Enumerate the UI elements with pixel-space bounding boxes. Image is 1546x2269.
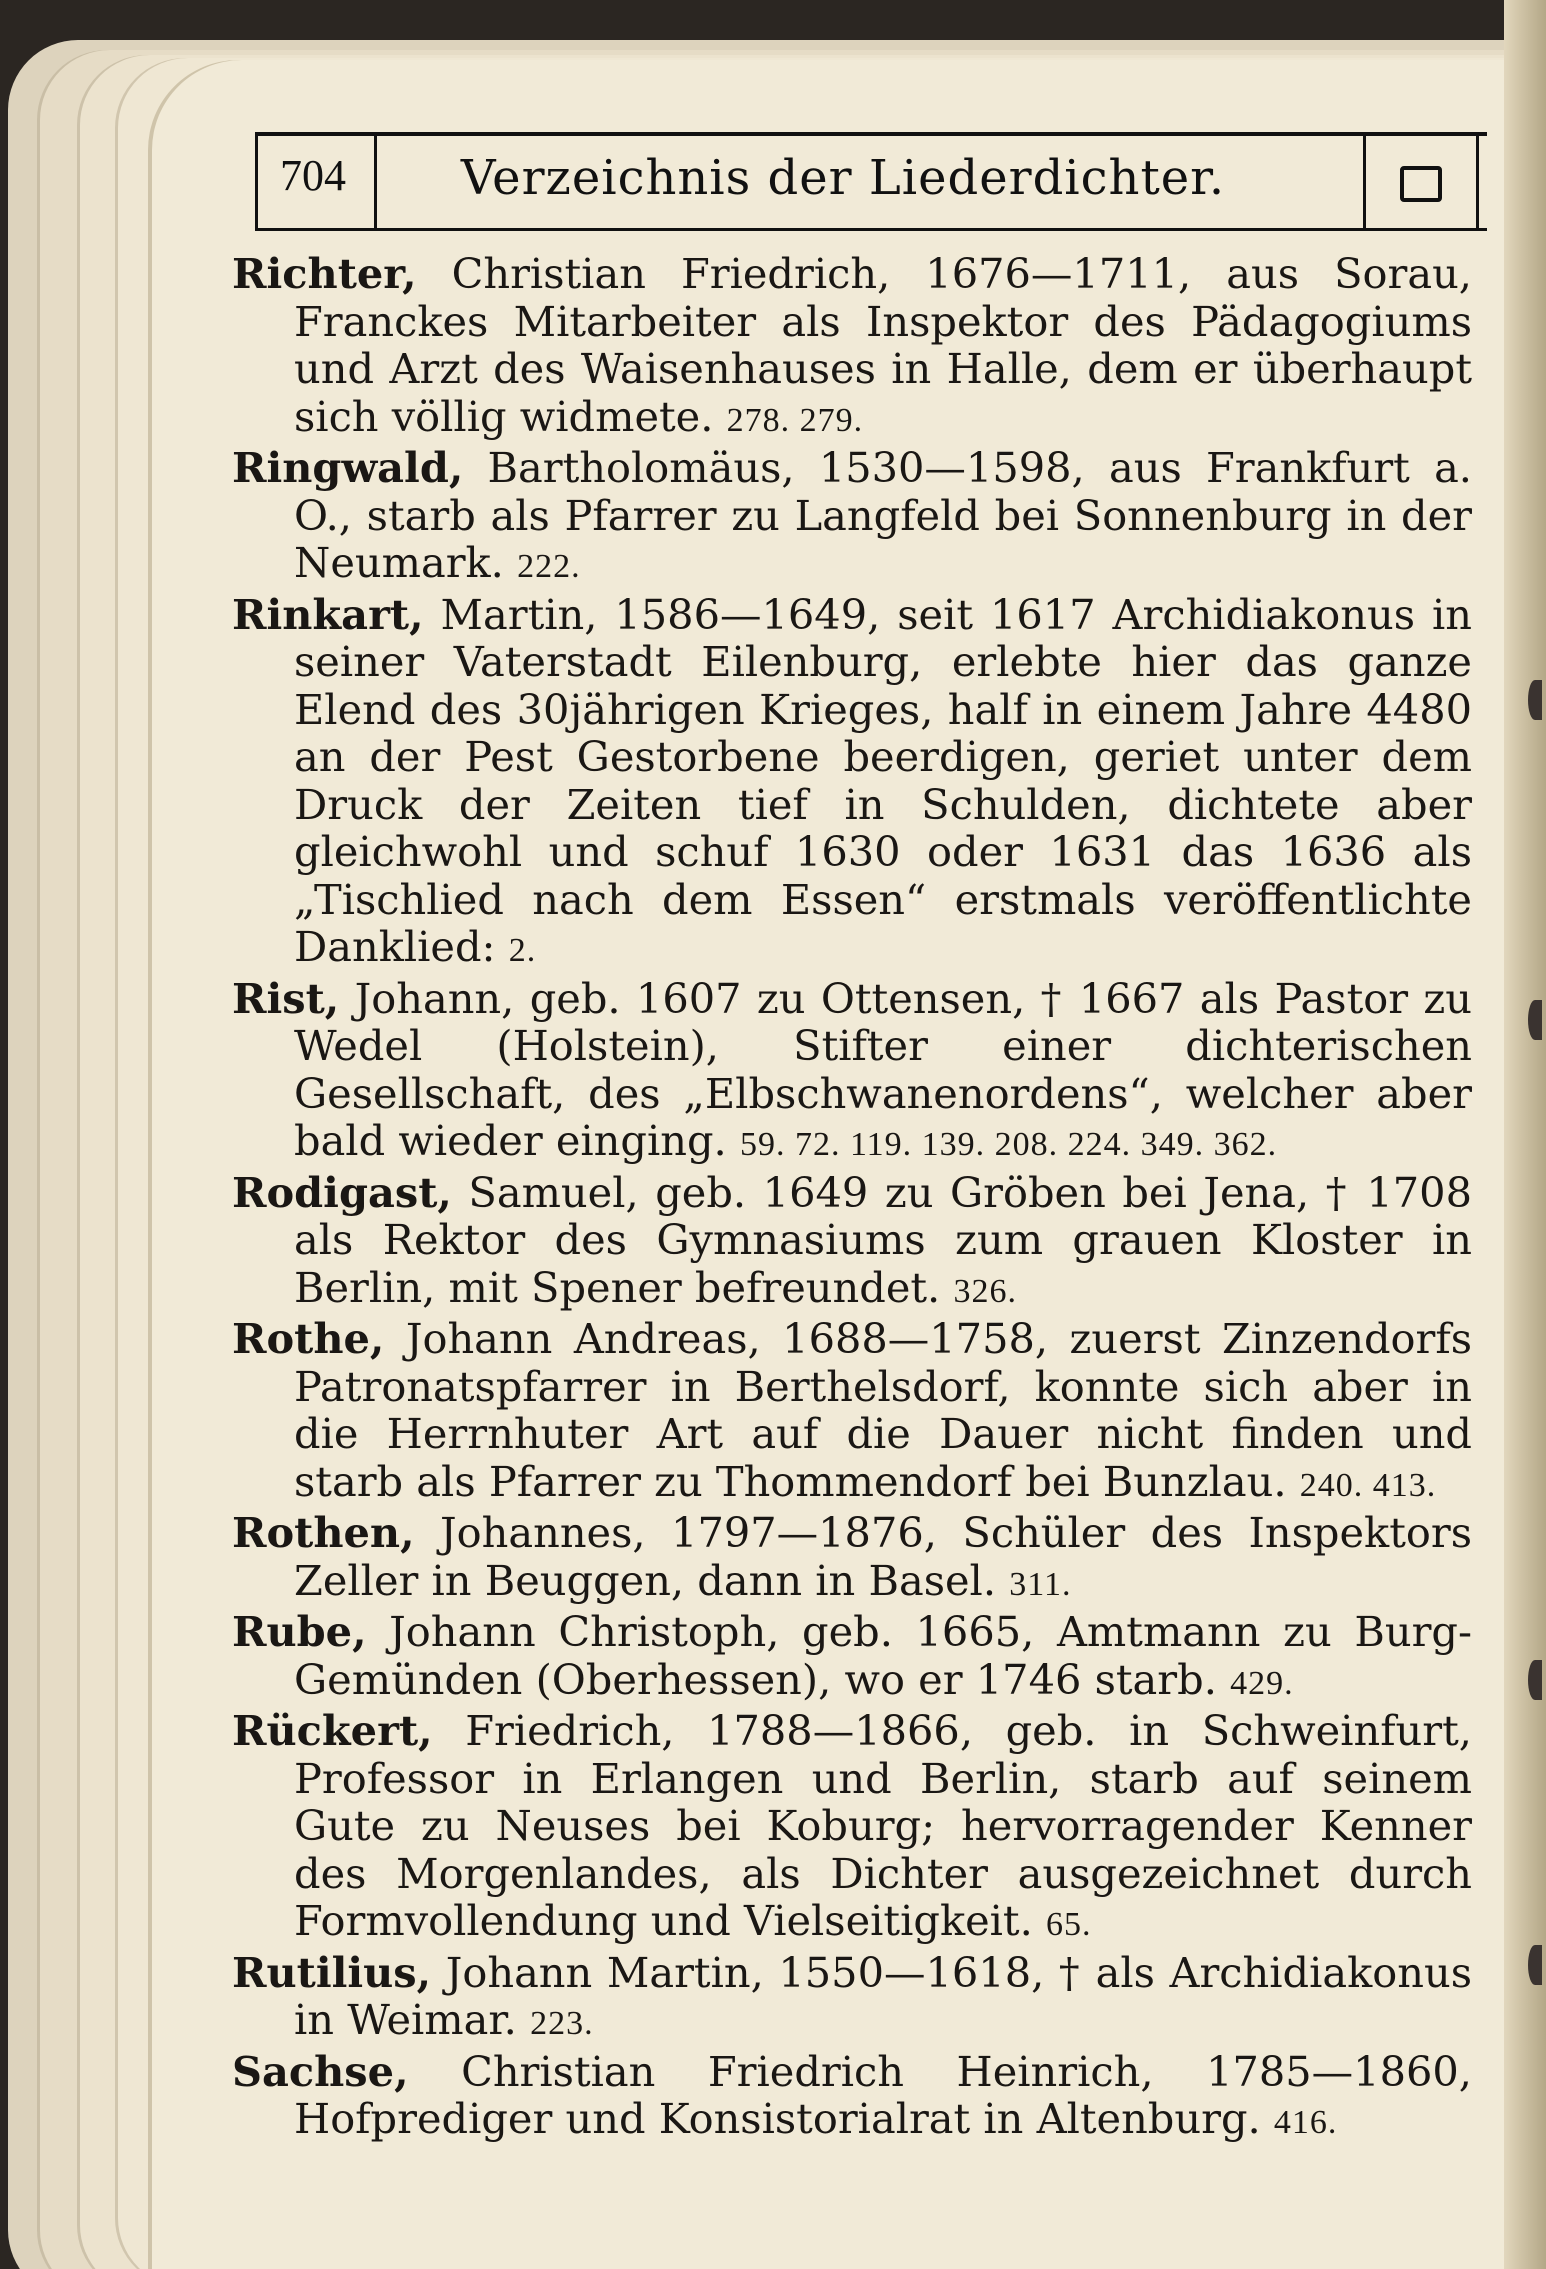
index-entry xyxy=(232,591,1472,975)
hymn-references: 416. xyxy=(1273,2104,1338,2141)
poet-biography: Bartholomäus, 1530—1598, aus Frankfurt a. O., starb als Pfarrer zu Langfeld bei Sonnenburg in der Neumark. xyxy=(294,443,1472,587)
poet-name: Ringwald, xyxy=(232,443,464,492)
poet-name: Rückert, xyxy=(232,1706,433,1755)
index-entry xyxy=(232,1509,1472,1608)
index-entry xyxy=(232,1949,1472,2048)
poet-biography: Johann Andreas, 1688—1758, zuerst Zinzendorfs Patronatspfarrer in Berthelsdorf, konnte sich aber in die Herrnhuter Art auf die Dauer nicht finden und starb als Pfarrer zu Thommendorf bei Bunzlau. xyxy=(294,1314,1472,1506)
hymn-references: 65. xyxy=(1046,1906,1092,1943)
index-entry xyxy=(232,2048,1472,2147)
poet-name: Sachse, xyxy=(232,2046,409,2096)
poet-biography: Johann Christoph, geb. 1665, Amtmann zu Burg-Gemünden (Oberhessen), wo er 1746 starb. xyxy=(294,1607,1472,1704)
poet-name: Rutilius, xyxy=(232,1947,432,1997)
hymn-references: 326. xyxy=(953,1272,1017,1310)
page-number: 704 xyxy=(280,151,346,200)
thumb-tab xyxy=(1528,1000,1542,1040)
hymn-references: 429. xyxy=(1230,1664,1294,1702)
hymn-references: 278. 279. xyxy=(726,401,864,439)
hymn-references: 2. xyxy=(508,932,537,969)
running-header xyxy=(255,132,1487,231)
poet-biography: Christian Friedrich, 1676—1711, aus Sorau, Franckes Mitarbeiter als Inspektor des Pädagogiums und Arzt des Waisenhauses in Halle, dem er überhaupt sich völlig widmete. xyxy=(294,249,1472,441)
poet-biography: Friedrich, 1788—1866, geb. in Schweinfurt, Professor in Erlangen und Berlin, starb auf seinem Gute zu Neuses bei Koburg; hervorragender Kenner des Morgenlandes, als Dichter ausgezeichnet durch Formvollendung und Vielseitigkeit. xyxy=(294,1706,1472,1945)
hymn-references: 223. xyxy=(530,2005,594,2042)
running-title-box xyxy=(373,136,1313,228)
thumb-tab xyxy=(1528,680,1542,720)
poet-biography: Christian Friedrich Heinrich, 1785—1860, Hofprediger und Konsistorialrat in Altenburg. xyxy=(294,2046,1472,2143)
poet-biography: Samuel, geb. 1649 zu Gröben bei Jena, † 1708 als Rektor des Gymnasiums zum grauen Kloster in Berlin, mit Spener befreundet. xyxy=(294,1167,1472,1312)
poet-biography: Johann, geb. 1607 zu Ottensen, † 1667 als Pastor zu Wedel (Holstein), Stifter einer dichterischen Gesellschaft, des „Elbschwanenordens“, welcher aber bald wieder einging. xyxy=(294,973,1473,1165)
square-icon xyxy=(1400,166,1442,202)
index-entry xyxy=(232,1169,1472,1316)
poet-name: Rothen, xyxy=(232,1508,415,1557)
hymn-references: 59. 72. 119. 139. 208. 224. 349. 362. xyxy=(739,1126,1278,1163)
hymn-references: 222. xyxy=(517,548,581,585)
section-symbol-box xyxy=(1363,136,1479,228)
thumb-tab xyxy=(1528,1945,1542,1985)
poet-name: Richter, xyxy=(232,249,417,298)
running-title: Verzeichnis der Liederdichter. xyxy=(460,150,1226,206)
hymn-references: 311. xyxy=(1009,1565,1072,1603)
index-entry xyxy=(232,1608,1472,1707)
poet-biography: Johannes, 1797—1876, Schüler des Inspektors Zeller in Beuggen, dann in Basel. xyxy=(294,1508,1472,1605)
poet-name: Rube, xyxy=(232,1607,367,1656)
hymn-references: 240. 413. xyxy=(1299,1466,1437,1504)
poet-index-list xyxy=(232,250,1472,2147)
index-entry xyxy=(232,1315,1472,1509)
poet-name: Rodigast, xyxy=(232,1167,452,1217)
poet-name: Rinkart, xyxy=(232,589,424,639)
poet-biography: Johann Martin, 1550—1618, † als Archidiakonus in Weimar. xyxy=(294,1947,1472,2044)
poet-name: Rist, xyxy=(232,973,340,1023)
index-entry xyxy=(232,975,1472,1169)
poet-biography: Martin, 1586—1649, seit 1617 Archidiakonus in seiner Vaterstadt Eilenburg, erlebte hier das ganze Elend des 30jährigen Krieges, half in einem Jahre 4480 an der Pest Gestorbene beerdigen, geriet unter dem Druck der Zeiten tief in Schulden, dichtete aber gleichwohl und schuf 1630 oder 1631 das 1636 als „Tischlied nach dem Essen“ erstmals veröffentlichte Danklied: xyxy=(294,589,1472,971)
poet-name: Rothe, xyxy=(232,1314,385,1363)
index-entry xyxy=(232,1707,1472,1949)
index-entry xyxy=(232,250,1472,444)
thumb-tab xyxy=(1528,1660,1542,1700)
book-gutter xyxy=(1504,0,1546,2269)
index-entry xyxy=(232,444,1472,591)
page-number-box xyxy=(255,136,377,228)
